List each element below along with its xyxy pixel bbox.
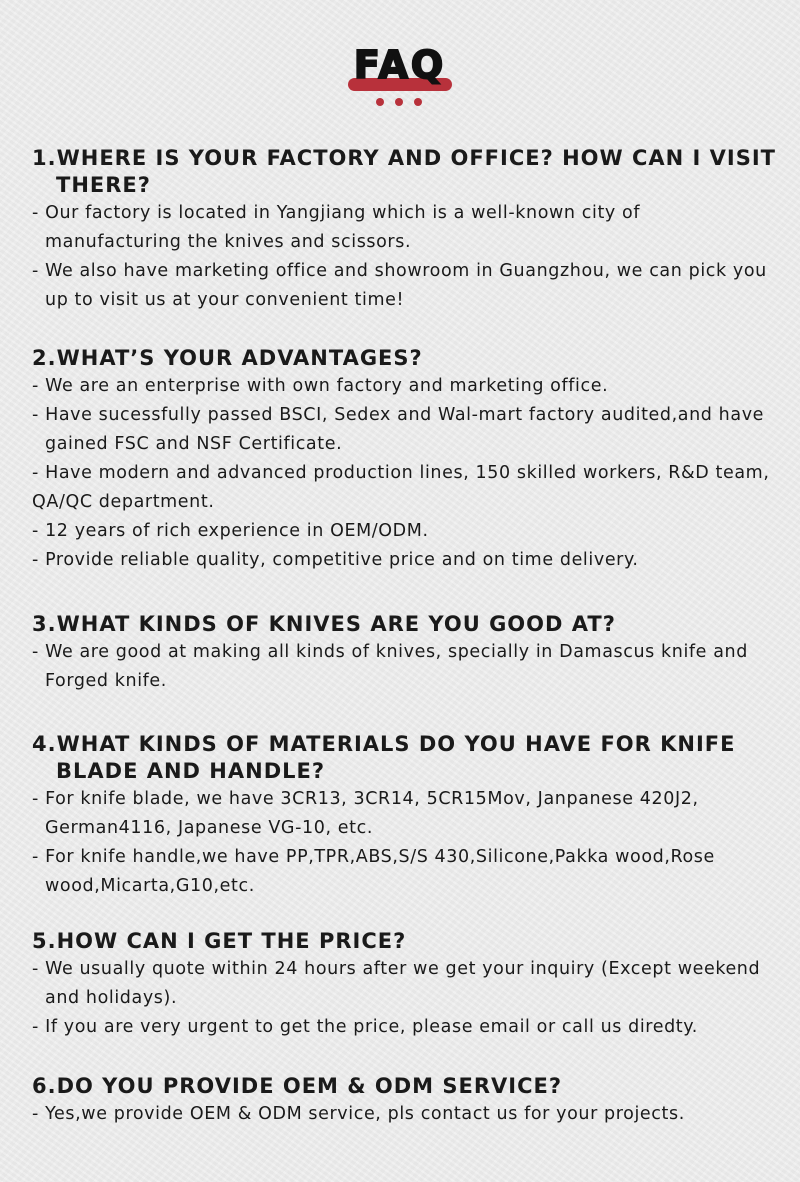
faq-question: 6.DO YOU PROVIDE OEM & ODM SERVICE? [32,1074,563,1098]
decorative-dots [376,98,426,108]
faq-answer: - Have modern and advanced production lines, 150 skilled workers, R&D team, QA/QC department. [32,463,770,512]
faq-header [0,40,800,110]
faq-answer: - Yes,we provide OEM & ODM service, pls contact us for your projects. [32,1104,685,1124]
faq-question: 4.WHAT KINDS OF MATERIALS DO YOU HAVE FOR KNIFE BLADE AND HANDLE? [32,732,736,783]
dot-icon [395,98,403,106]
faq-answer: - We also have marketing office and showroom in Guangzhou, we can pick you up to visit us at your convenient time! [32,261,767,310]
faq-item-oem-odm [32,1073,777,1129]
faq-answer: - Have sucessfully passed BSCI, Sedex and Wal-mart factory audited,and have gained FSC and NSF Certificate. [32,405,765,454]
faq-answer: - We usually quote within 24 hours after we get your inquiry (Except weekend and holidays). [32,959,761,1008]
faq-question: 3.WHAT KINDS OF KNIVES ARE YOU GOOD AT? [32,612,616,636]
faq-item-materials [32,731,777,901]
faq-question: 5.HOW CAN I GET THE PRICE? [32,929,407,953]
faq-item-price [32,928,777,1042]
faq-answer: - We are an enterprise with own factory and marketing office. [32,376,609,396]
dot-icon [376,98,384,106]
faq-question: 1.WHERE IS YOUR FACTORY AND OFFICE? HOW CAN I VISIT THERE? [32,146,776,197]
faq-answer: - We are good at making all kinds of knives, specially in Damascus knife and Forged knife. [32,642,748,691]
faq-item-advantages [32,345,777,575]
faq-answer: - Provide reliable quality, competitive price and on time delivery. [32,550,639,570]
page-title: FAQ [353,43,447,87]
faq-question: 2.WHAT’S YOUR ADVANTAGES? [32,346,423,370]
faq-item-factory-location [32,145,777,315]
faq-item-knife-types [32,611,777,696]
faq-answer: - Our factory is located in Yangjiang which is a well-known city of manufacturing the knives and scissors. [32,203,641,252]
dot-icon [414,98,422,106]
faq-answer: - For knife handle,we have PP,TPR,ABS,S/S 430,Silicone,Pakka wood,Rose wood,Micarta,G10,etc. [32,847,715,896]
faq-answer: - 12 years of rich experience in OEM/ODM. [32,521,429,541]
faq-answer: - If you are very urgent to get the price, please email or call us diredty. [32,1017,698,1037]
faq-answer: - For knife blade, we have 3CR13, 3CR14, 5CR15Mov, Janpanese 420J2, German4116, Japanese VG-10, etc. [32,789,699,838]
